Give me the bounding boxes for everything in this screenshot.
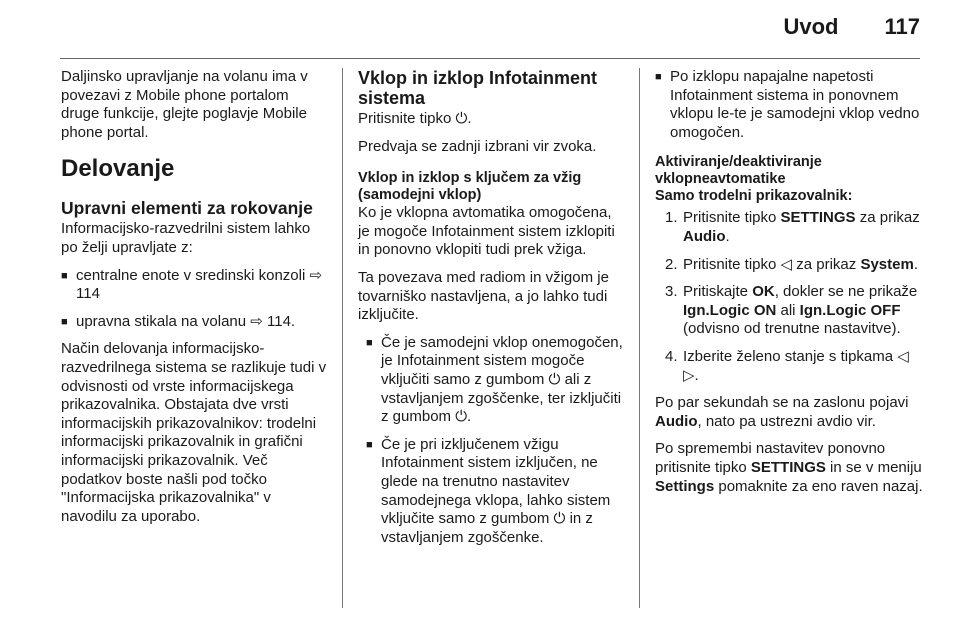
- section-title: Uvod: [783, 14, 839, 39]
- column-3: [655, 68, 925, 505]
- step-text: ali: [776, 301, 800, 319]
- intro-paragraph: Daljinsko upravljanje na volanu ima v povezavi z Mobile phone portalom druge funkcije, glejte poglavje Mobile phone portal.: [61, 68, 308, 141]
- step-number: 2.: [665, 255, 678, 273]
- step-text: (odvisno od trenutne nastavitve).: [683, 320, 901, 338]
- column-divider: [342, 68, 343, 608]
- step-text: .: [725, 227, 730, 245]
- key-label: Ign.Logic OFF: [799, 301, 901, 319]
- minor-heading: Vklop in izklop s ključem za vžig (samodejni vklop): [358, 170, 582, 204]
- step-item: [655, 283, 925, 339]
- page-header: [784, 14, 921, 40]
- list-item: ■ Po izklopu napajalne napetosti Infotainment sistema in ponovnem vklopu le-te je samodejni vklop vedno omogočen.: [655, 68, 925, 142]
- key-label: Ign.Logic ON: [683, 301, 777, 319]
- body-text: in se v meniju: [825, 458, 922, 476]
- body-paragraph: Pritisnite tipko ⏻.: [358, 110, 472, 127]
- step-number: 1.: [665, 209, 678, 227]
- body-paragraph: Način delovanja informacijsko-razvedrilnega sistema se razlikuje tudi v odvisnosti od vrste informacijskega prikazovalnika. Obstajata dve vrsti informacijskih prikazovalnikov: trodelni informacijski prikazovalnik in grafični informacijski prikazovalnik. Več podatkov boste našli pod točko "Informacijska prikazovalnika" v navodilu za uporabo.: [61, 340, 327, 525]
- step-text: , dokler se ne prikaže: [774, 283, 918, 301]
- body-text: Po spremembi nastavitev ponovno pritisnite tipko: [655, 440, 886, 476]
- list-item: ■ centralne enote v sredinski konzoli ⇨ 114: [61, 267, 329, 304]
- list-item: ■ upravna stikala na volanu ⇨ 114.: [61, 313, 329, 332]
- key-label: SETTINGS: [780, 209, 856, 227]
- column-1: [61, 68, 329, 535]
- step-text: Izberite želeno stanje s tipkama ◁ ▷.: [683, 347, 909, 384]
- key-label: OK: [752, 283, 775, 301]
- body-paragraph: [655, 440, 925, 496]
- step-text: Pritisnite tipko: [683, 209, 781, 227]
- step-text: Pritiskajte: [683, 283, 753, 301]
- step-number: 4.: [665, 347, 678, 365]
- key-label: Audio: [655, 412, 698, 430]
- body-text: pomaknite za eno raven nazaj.: [714, 477, 923, 495]
- page-number: 117: [884, 14, 920, 39]
- lead-paragraph: Informacijsko-razvedrilni sistem lahko po želji upravljate z:: [61, 220, 311, 256]
- key-label: Settings: [655, 477, 715, 495]
- step-text: .: [913, 255, 918, 273]
- body-text: Po par sekundah se na zaslonu pojavi: [655, 394, 909, 412]
- step-item: [655, 256, 925, 275]
- body-paragraph: Predvaja se zadnji izbrani vir zvoka.: [358, 137, 597, 155]
- minor-heading: Samo trodelni prikazovalnik:: [655, 188, 853, 205]
- step-number: 3.: [665, 283, 678, 301]
- key-label: System: [860, 255, 914, 273]
- header-rule: [60, 58, 920, 59]
- column-divider: [639, 68, 640, 608]
- step-text: za prikaz: [855, 209, 920, 227]
- step-item: [655, 209, 925, 246]
- column-2: [358, 68, 626, 556]
- key-label: Audio: [683, 227, 726, 245]
- list-item: ■ Če je samodejni vklop onemogočen, je Infotainment sistem mogoče vključiti samo z gumbom ⏻ ali z vstavljanjem zgoščenke, ter izključiti z gumbom ⏻.: [366, 334, 626, 427]
- key-label: SETTINGS: [750, 458, 826, 476]
- body-text: , nato pa ustrezni avdio vir.: [697, 412, 876, 430]
- step-text: Pritisnite tipko ◁ za prikaz: [683, 255, 861, 273]
- body-paragraph: Ko je vklopna avtomatika omogočena, je mogoče Infotainment sistem izklopiti in ponovno vklopiti tudi prek vžiga.: [358, 204, 615, 259]
- list-item: ■ Če je pri izključenem vžigu Infotainment sistem izključen, ne glede na trenutno nastavitev samodejnega vklopa, lahko sistem vključite samo z gumbom ⏻ in z vstavljanjem zgoščenke.: [366, 436, 626, 548]
- body-paragraph: Ta povezava med radiom in vžigom je tovarniško nastavljena, a jo lahko tudi izključite.: [358, 268, 609, 324]
- subsection-heading: Upravni elementi za rokovanje: [61, 198, 313, 219]
- subsection-heading: Vklop in izklop Infotainment sistema: [358, 68, 598, 108]
- minor-heading: Aktiviranje/deaktiviranje vklopneavtomatike: [655, 154, 822, 188]
- step-item: [655, 348, 925, 385]
- section-heading: Delovanje: [61, 155, 175, 183]
- body-paragraph: [655, 394, 925, 431]
